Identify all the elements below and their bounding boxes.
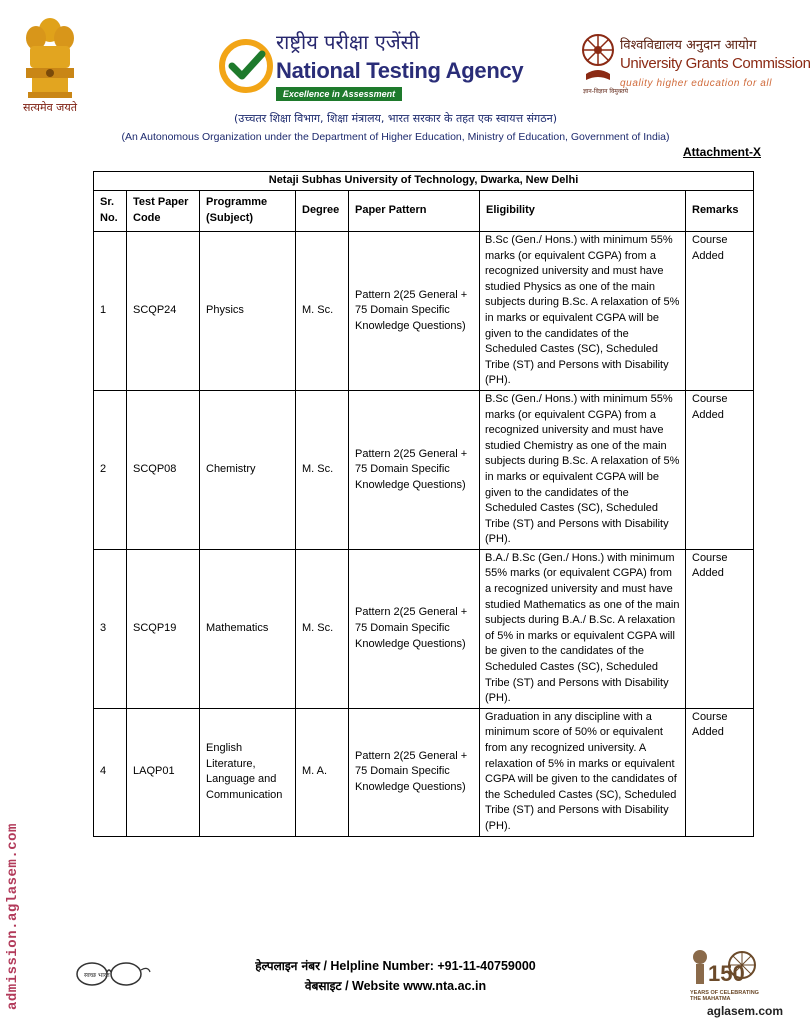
- column-header-test-paper-code: Test Paper Code: [127, 191, 200, 232]
- code-cell: SCQP08: [127, 390, 200, 549]
- remarks-cell: Course Added: [686, 549, 754, 708]
- column-header-eligibility: Eligibility: [480, 191, 686, 232]
- degree-cell: M. A.: [296, 708, 349, 836]
- eligibility-cell: B.A./ B.Sc (Gen./ Hons.) with minimum 55% marks (or equivalent CGPA) from a recognized university and must have studied Mathematics as one of the main subjects during B.A./ B.Sc. A relaxation of 5% in marks or equivalent CGPA will be given to the candidates of the Scheduled Castes (SC), Scheduled Tribe (ST) and Persons with Disability (PH).: [480, 549, 686, 708]
- ugc-hindi-name: विश्वविद्यालय अनुदान आयोग: [620, 38, 757, 53]
- code-cell: SCQP24: [127, 232, 200, 391]
- swachh-text: स्वच्छ भारत: [84, 972, 110, 979]
- nta-english-name: National Testing Agency: [276, 58, 524, 83]
- pattern-cell: Pattern 2(25 General + 75 Domain Specific Knowledge Questions): [349, 390, 480, 549]
- eligibility-cell: B.Sc (Gen./ Hons.) with minimum 55% marks (or equivalent CGPA) from a recognized university and must have studied Chemistry as one of the main subjects during B.Sc. A relaxation of 5% in marks or equivalent CGPA will be given to the candidates of the Scheduled Castes (SC), Scheduled Tribe (ST) and Persons with Disability (PH).: [480, 390, 686, 549]
- eligibility-cell: Graduation in any discipline with a minimum score of 50% or equivalent from any recognized university. A relaxation of 5% in marks or equivalent CGPA will be given to the candidates of the Scheduled Castes (SC), Scheduled Tribe (ST) and Persons with Disability (PH).: [480, 708, 686, 836]
- website-line: [0, 976, 791, 996]
- helpline-hindi: हेल्पलाइन नंबर: [255, 959, 320, 973]
- table-row: [94, 390, 754, 549]
- remarks-cell: Course Added: [686, 390, 754, 549]
- sr-no-cell: 2: [94, 390, 127, 549]
- table-row: [94, 232, 754, 391]
- code-cell: SCQP19: [127, 549, 200, 708]
- website-link[interactable]: www.nta.ac.in: [403, 979, 487, 993]
- nta-hindi-name: राष्ट्रीय परीक्षा एजेंसी: [276, 30, 420, 54]
- website-hindi: वेबसाइट: [304, 979, 342, 993]
- column-header-programme: Programme (Subject): [200, 191, 296, 232]
- table-row: [94, 549, 754, 708]
- programme-cell: Mathematics: [200, 549, 296, 708]
- helpline-line: [0, 956, 791, 976]
- table-row: [94, 708, 754, 836]
- emblem-motto: सत्यमेव जयते: [22, 101, 77, 114]
- sr-no-cell: 3: [94, 549, 127, 708]
- nta-tagline: Excellence in Assessment: [276, 87, 402, 101]
- degree-cell: M. Sc.: [296, 549, 349, 708]
- ugc-english-name: University Grants Commission: [620, 55, 811, 72]
- gandhi-150-icon: [690, 945, 760, 989]
- programme-cell: Physics: [200, 232, 296, 391]
- degree-cell: M. Sc.: [296, 232, 349, 391]
- code-cell: LAQP01: [127, 708, 200, 836]
- nta-tick-icon: [218, 38, 274, 94]
- helpline-number: +91-11-40759000: [437, 959, 536, 973]
- eligibility-cell: B.Sc (Gen./ Hons.) with minimum 55% marks (or equivalent CGPA) from a recognized university and must have studied Physics as one of the main subjects during B.Sc. A relaxation of 5% in marks or equivalent CGPA will be given to the candidates of the Scheduled Castes (SC), Scheduled Tribe (ST) and Persons with Disability (PH).: [480, 232, 686, 391]
- remarks-cell: Course Added: [686, 232, 754, 391]
- corner-watermark: aglasem.com: [706, 1004, 783, 1018]
- ugc-tagline: quality higher education for all: [620, 78, 773, 89]
- subtitle-english: (An Autonomous Organization under the Department of Higher Education, Ministry of Education, Government of India): [121, 131, 670, 143]
- subtitle-hindi: (उच्चतर शिक्षा विभाग, शिक्षा मंत्रालय, भारत सरकार के तहत एक स्वायत्त संगठन): [234, 112, 557, 125]
- programme-cell: English Literature, Language and Communication: [200, 708, 296, 836]
- programme-cell: Chemistry: [200, 390, 296, 549]
- lion-capital-icon: [12, 12, 88, 100]
- helpline-label: / Helpline Number:: [319, 959, 438, 973]
- table-header-row: [94, 191, 754, 232]
- footer-contact: [0, 956, 791, 996]
- column-header-paper-pattern: Paper Pattern: [349, 191, 480, 232]
- side-watermark: admission.aglasem.com: [5, 823, 21, 1010]
- gandhi-150-text: YEARS OF CELEBRATING THE MAHATMA: [690, 990, 759, 1002]
- ugc-emblem-icon: [580, 30, 616, 86]
- column-header-sr-no: Sr. No.: [94, 191, 127, 232]
- column-header-degree: Degree: [296, 191, 349, 232]
- gandhi-150-number: 150: [708, 961, 745, 986]
- sr-no-cell: 4: [94, 708, 127, 836]
- pattern-cell: Pattern 2(25 General + 75 Domain Specific Knowledge Questions): [349, 708, 480, 836]
- degree-cell: M. Sc.: [296, 390, 349, 549]
- sr-no-cell: 1: [94, 232, 127, 391]
- ugc-logo: [580, 30, 616, 90]
- pattern-cell: Pattern 2(25 General + 75 Domain Specific Knowledge Questions): [349, 232, 480, 391]
- remarks-cell: Course Added: [686, 708, 754, 836]
- website-label: / Website: [341, 979, 404, 993]
- pattern-cell: Pattern 2(25 General + 75 Domain Specific Knowledge Questions): [349, 549, 480, 708]
- university-title: Netaji Subhas University of Technology, Dwarka, New Delhi: [94, 172, 754, 191]
- attachment-label: Attachment-X: [682, 145, 761, 159]
- national-emblem-logo: [12, 12, 88, 116]
- ugc-sanskrit-motto: ज्ञान-विज्ञान विमुक्तये: [583, 88, 629, 95]
- column-header-remarks: Remarks: [686, 191, 754, 232]
- course-table: [93, 171, 754, 837]
